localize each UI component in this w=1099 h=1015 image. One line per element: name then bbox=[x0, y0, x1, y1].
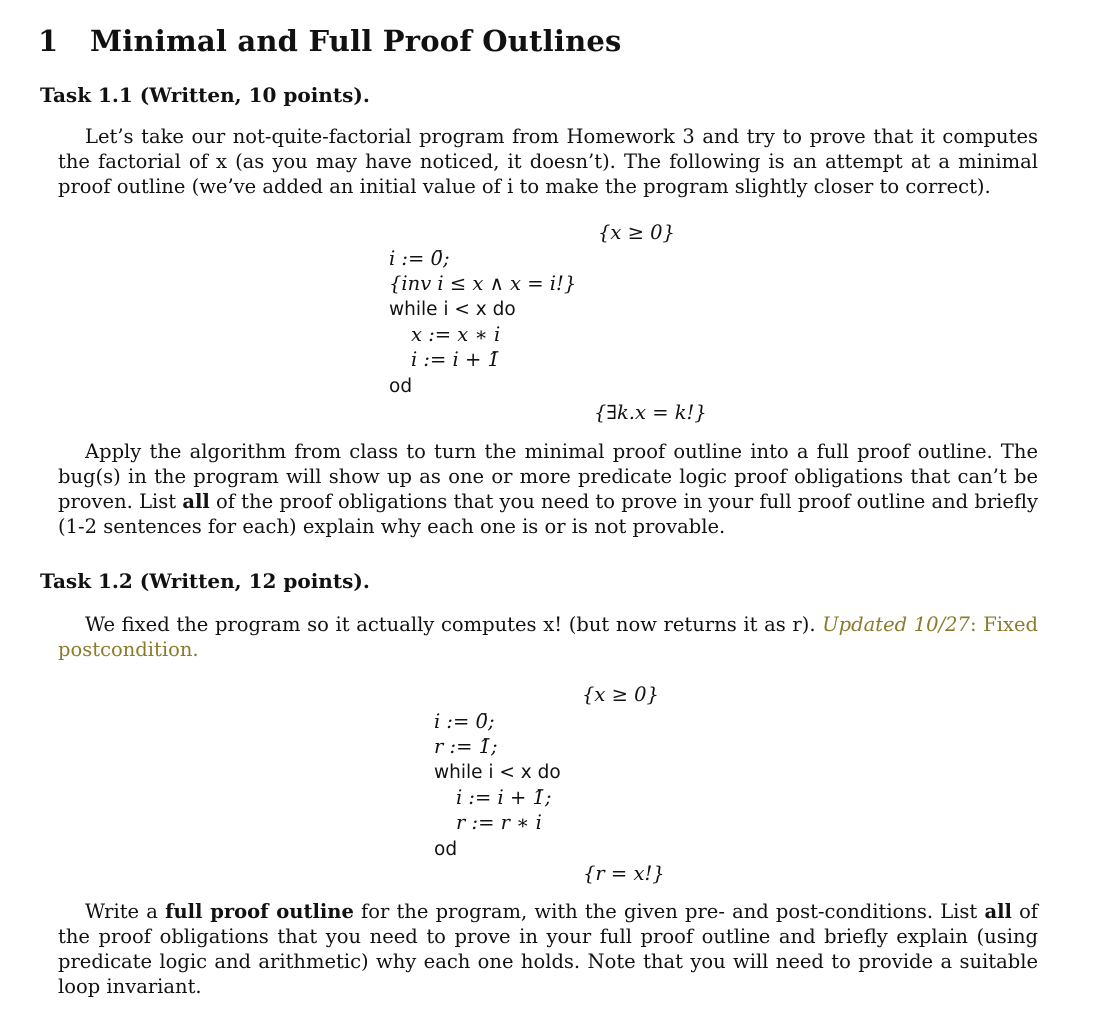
task-1-1-while: while i < x do bbox=[389, 299, 516, 320]
task-1-2-od: od bbox=[434, 839, 458, 860]
section-title-text: Minimal and Full Proof Outlines bbox=[90, 24, 622, 58]
task-1-2-body-assign-r: r := r ∗ i bbox=[456, 811, 542, 834]
task-1-1-body-assign-x: x := x ∗ i bbox=[411, 323, 501, 346]
task-1-2-intro bbox=[58, 612, 1038, 662]
task-1-2-instr-2: for the program, with the given pre- and post-conditions. List bbox=[361, 900, 978, 923]
task-1-2-instructions bbox=[58, 899, 1038, 999]
task-1-1-postcondition: {∃k.x = k!} bbox=[594, 401, 707, 424]
task-1-2-code-init-r: r := 1̄; bbox=[434, 735, 498, 758]
task-1-1-instructions-bold: all bbox=[182, 490, 210, 513]
task-1-2-while: while i < x do bbox=[434, 762, 561, 783]
task-1-1-od: od bbox=[389, 376, 413, 397]
task-1-2-instr-3: of the proof obligations that you need to prove in your full proof outline and briefly explain (using predicate logic and arithmetic) why each one holds. Note that you will need to provide a suitable loop invariant. bbox=[58, 900, 1039, 998]
task-1-2-instr-bold-2: all bbox=[984, 900, 1012, 923]
task-1-2-precondition: {x ≥ 0} bbox=[582, 683, 659, 706]
task-1-1-precondition: {x ≥ 0} bbox=[598, 221, 675, 244]
task-1-1-intro: Let’s take our not-quite-factorial program from Homework 3 and try to prove that it computes the factorial of x (as you may have noticed, it doesn’t). The following is an attempt at a minimal proof outline (we’ve added an initial value of i to make the program slightly closer to correct). bbox=[58, 125, 1038, 198]
task-1-2-body-assign-i: i := i + 1̄; bbox=[456, 786, 552, 809]
task-1-2-intro-text: We fixed the program so it actually computes x! (but now returns it as r). bbox=[85, 613, 816, 636]
task-1-2-update-label: Updated 10/27 bbox=[822, 613, 970, 636]
task-1-1-instructions-b: of the proof obligations that you need to prove in your full proof outline and briefly (1-2 sentences for each) explain why each one is or is not provable. bbox=[58, 490, 1038, 538]
section-number: 1 bbox=[38, 24, 59, 58]
task-1-2-heading: Task 1.2 (Written, 12 points). bbox=[40, 569, 370, 593]
task-1-1-instructions-a: Apply the algorithm from class to turn the minimal proof outline into a full proof outline. The bug(s) in the program will show up as one or more predicate logic proof obligations that can’t be proven. List bbox=[58, 440, 1038, 513]
task-1-2-code-init-i: i := 0̄; bbox=[434, 710, 495, 733]
task-1-1-instructions bbox=[58, 439, 1038, 539]
task-1-1-code-init: i := 0̄; bbox=[389, 247, 450, 270]
task-1-1-heading: Task 1.1 (Written, 10 points). bbox=[40, 83, 370, 107]
task-1-2-postcondition: {r = x!} bbox=[583, 862, 665, 885]
section-title bbox=[38, 24, 622, 58]
task-1-2-instr-bold-1: full proof outline bbox=[165, 900, 354, 923]
task-1-1-invariant: {inv i ≤ x ∧ x = i!} bbox=[389, 272, 577, 295]
task-1-2-instr-1: Write a bbox=[85, 900, 158, 923]
task-1-2-update-text: : Fixed postcondition. bbox=[58, 613, 1038, 661]
task-1-1-body-assign-i: i := i + 1̄ bbox=[411, 348, 500, 371]
